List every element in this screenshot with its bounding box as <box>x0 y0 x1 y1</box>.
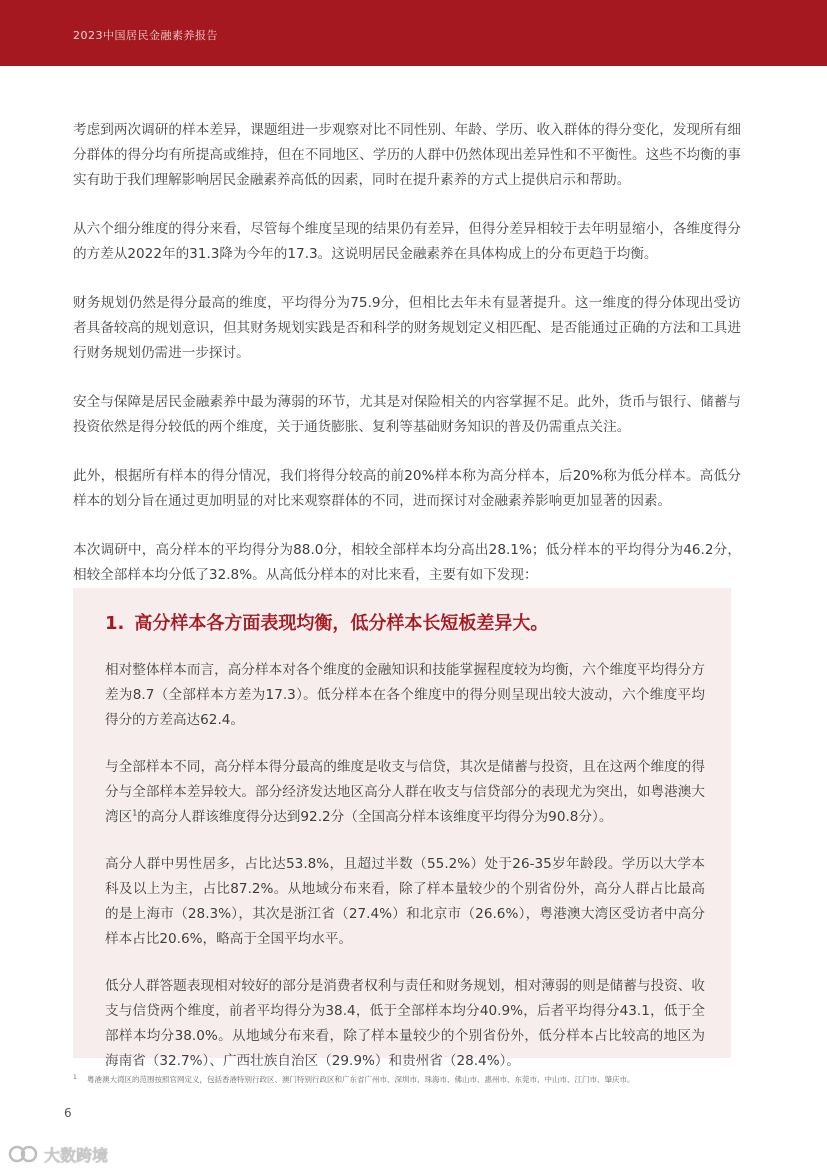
finding-number: 1. <box>105 613 125 634</box>
finding-box <box>73 588 731 1069</box>
watermark-logo-icon <box>8 1143 38 1165</box>
footnote-text: 粤港澳大湾区的范围按照官网定义，包括香港特别行政区、澳门特别行政区和广东省广州市、深圳市、珠海市、佛山市、惠州市、东莞市、中山市、江门市、肇庆市。 <box>87 1075 635 1084</box>
body-text <box>73 118 741 612</box>
report-title: 2023中国居民金融素养报告 <box>73 29 218 42</box>
finding-paragraph: 与全部样本不同，高分样本得分最高的维度是收支与信贷，其次是储蓄与投资，且在这两个维度的得分与全部样本差异较大。部分经济发达地区高分人群在收支与信贷部分的表现尤为突出，如粤港澳大湾区$^1$的高分人群该维度得分达到92.2分（全国高分样本该维度平均得分为90.8分）。 <box>105 759 705 825</box>
paragraph: 考虑到两次调研的样本差异，课题组进一步观察对比不同性别、年龄、学历、收入群体的得分变化，发现所有细分群体的得分均有所提高或维持，但在不同地区、学历的人群中仍然体现出差异性和不平衡性。这些不均衡的事实有助于我们理解影响居民金融素养高低的因素，同时在提升素养的方式上提供启示和帮助。 <box>73 122 741 188</box>
finding-paragraph: 低分人群答题表现相对较好的部分是消费者权利与责任和财务规划，相对薄弱的则是储蓄与投资、收支与信贷两个维度，前者平均得分为38.4，低于全部样本均分40.9%，后者平均得分43.1，低于全部样本均分38.0%。从地域分布来看，除了样本量较少的个别省份外，低分样本占比较高的地区为海南省（32.7%）、广西壮族自治区（29.9%）和贵州省（28.4%）。 <box>105 978 705 1069</box>
watermark <box>8 1140 108 1168</box>
watermark-text: 大数跨境 <box>44 1145 109 1165</box>
paragraph: 安全与保障是居民金融素养中最为薄弱的环节，尤其是对保险相关的内容掌握不足。此外，货币与银行、储蓄与投资依然是得分较低的两个维度，关于通货膨胀、复利等基础财务知识的普及仍需重点关注。 <box>73 394 741 435</box>
page-number: 6 <box>64 1106 72 1120</box>
finding-title <box>105 610 705 638</box>
footnote-mark: 1 <box>73 1074 77 1081</box>
finding-paragraph: 高分人群中男性居多，占比达53.8%，且超过半数（55.2%）处于26-35岁年龄段。学历以大学本科及以上为主，占比87.2%。从地域分布来看，除了样本量较少的个别省份外，高分人群占比最高的是上海市（28.3%），其次是浙江省（27.4%）和北京市（26.6%），粤港澳大湾区受访者中高分样本占比20.6%，略高于全国平均水平。 <box>105 856 705 947</box>
paragraph: 本次调研中，高分样本的平均得分为88.0分，相较全部样本均分高出28.1%；低分样本的平均得分为46.2分，相较全部样本均分低了32.8%。从高低分样本的对比来看，主要有如下发现： <box>73 542 741 583</box>
paragraph: 此外，根据所有样本的得分情况，我们将得分较高的前20%样本称为高分样本，后20%称为低分样本。高低分样本的划分旨在通过更加明显的对比来观察群体的不同，进而探讨对金融素养影响更加显著的因素。 <box>73 468 741 509</box>
finding-paragraph: 相对整体样本而言，高分样本对各个维度的金融知识和技能掌握程度较为均衡，六个维度平均得分方差为8.7（全部样本方差为17.3）。低分样本在各个维度中的得分则呈现出较大波动，六个维度平均得分的方差高达62.4。 <box>105 662 705 728</box>
footnote <box>73 1074 733 1086</box>
footnote-ref[interactable]: 1 <box>132 808 138 818</box>
finding-heading: 高分样本各方面表现均衡，低分样本长短板差异大。 <box>134 613 549 634</box>
paragraph: 财务规划仍然是得分最高的维度，平均得分为75.9分，但相比去年未有显著提升。这一维度的得分体现出受访者具备较高的规划意识，但其财务规划实践是否和科学的财务规划定义相匹配、是否能通过正确的方法和工具进行财务规划仍需进一步探讨。 <box>73 295 741 361</box>
paragraph: 从六个细分维度的得分来看，尽管每个维度呈现的结果仍有差异，但得分差异相较于去年明显缩小，各维度得分的方差从2022年的31.3降为今年的17.3。这说明居民金融素养在具体构成上的分布更趋于均衡。 <box>73 221 741 262</box>
page-header <box>0 0 827 66</box>
